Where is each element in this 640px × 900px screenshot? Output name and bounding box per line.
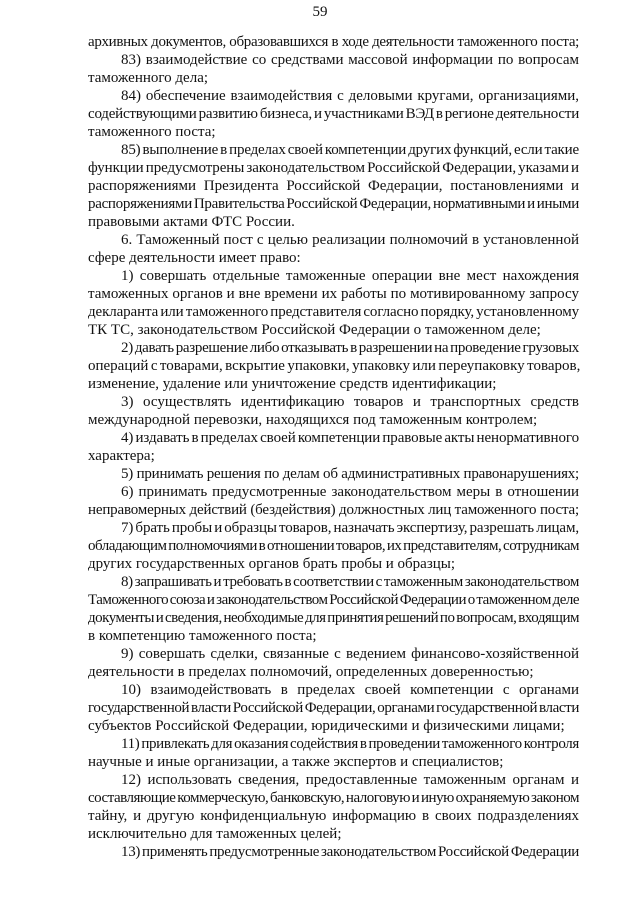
text-line-content: распоряжениями Президента Российской Федерации, постановлениями и <box>88 178 579 194</box>
text-line <box>88 339 580 357</box>
text-line-content: правовыми актами ФТС России. <box>88 214 295 230</box>
text-line <box>88 717 580 735</box>
text-line <box>88 411 580 429</box>
text-line-content: 85) выполнение в пределах своей компетенции других функций, если такие <box>121 142 579 158</box>
paragraph <box>88 519 580 573</box>
text-line-content: других государственных органов брать пробы и образцы; <box>88 556 456 572</box>
text-line-content: документы и сведения, необходимые для принятия решений по вопросам, входящим <box>88 610 579 626</box>
paragraph <box>88 645 580 681</box>
text-line <box>88 465 580 483</box>
text-line-content: 12) использовать сведения, предоставленные таможенным органам и <box>121 772 579 788</box>
text-line <box>88 393 580 411</box>
text-line <box>88 429 580 447</box>
text-line-content: 6. Таможенный пост с целью реализации полномочий в установленной <box>121 232 579 248</box>
text-line <box>88 771 580 789</box>
text-line <box>88 231 580 249</box>
paragraph <box>88 33 580 51</box>
paragraph <box>88 465 580 483</box>
text-line <box>88 645 580 663</box>
text-line <box>88 483 580 501</box>
paragraph <box>88 87 580 141</box>
text-line-content: 10) взаимодействовать в пределах своей компетенции с органами <box>121 682 579 698</box>
text-line-content: 8) запрашивать и требовать в соответствии с таможенным законодательством <box>121 574 579 590</box>
text-line-content: неправомерных действий (бездействия) должностных лиц таможенного поста; <box>88 502 579 518</box>
text-line-content: субъектов Российской Федерации, юридическими и физическими лицами; <box>88 718 565 734</box>
text-line-content: 11) привлекать для оказания содействия в проведении таможенного контроля <box>121 736 579 752</box>
page-number: 59 <box>312 4 328 20</box>
text-line-content: в компетенцию таможенного поста; <box>88 628 317 644</box>
text-line-content: таможенных органов и вне времени их работы по мотивированному запросу <box>88 286 579 302</box>
text-line-content: ТК ТС, законодательством Российской Федерации о таможенном деле; <box>88 322 541 338</box>
text-line-content: 7) брать пробы и образцы товаров, назначать экспертизу, разрешать лицам, <box>121 520 579 536</box>
text-line <box>88 843 580 861</box>
text-line-content: деятельности в пределах полномочий, определенных доверенностью; <box>88 664 534 680</box>
text-line <box>88 591 580 609</box>
paragraph <box>88 267 580 339</box>
text-line-content: 6) принимать предусмотренные законодательством меры в отношении <box>121 484 579 500</box>
text-line-content: изменение, удаление или уничтожение средств идентификации; <box>88 376 497 392</box>
paragraph <box>88 681 580 735</box>
text-line <box>88 609 580 627</box>
text-line-content: функции предусмотрены законодательством Российской Федерации, указами и <box>88 160 579 176</box>
paragraph <box>88 141 580 231</box>
text-line <box>88 735 580 753</box>
text-line-content: 1) совершать отдельные таможенные операции вне мест нахождения <box>121 268 579 284</box>
text-line <box>88 249 580 267</box>
text-line <box>88 321 580 339</box>
text-line-content: 83) взаимодействие со средствами массовой информации по вопросам <box>121 52 579 68</box>
paragraph <box>88 573 580 645</box>
paragraph <box>88 51 580 87</box>
text-line-content: международной перевозки, находящихся под таможенным контролем; <box>88 412 538 428</box>
text-line <box>88 177 580 195</box>
text-line <box>88 573 580 591</box>
text-line-content: научные и иные организации, а также экспертов и специалистов; <box>88 754 504 770</box>
text-line <box>88 357 580 375</box>
text-line-content: 9) совершать сделки, связанные с ведением финансово-хозяйственной <box>121 646 579 662</box>
text-line <box>88 627 580 645</box>
text-line <box>88 69 580 87</box>
text-line <box>88 447 580 465</box>
paragraph <box>88 771 580 843</box>
paragraph <box>88 393 580 429</box>
text-line <box>88 123 580 141</box>
text-line-content: составляющие коммерческую, банковскую, налоговую и иную охраняемую законом <box>88 790 579 806</box>
text-line-content: сфере деятельности имеет право: <box>88 250 301 266</box>
text-line-content: тайну, и другую конфиденциальную информацию в своих подразделениях <box>88 808 579 824</box>
paragraph <box>88 231 580 267</box>
paragraph <box>88 429 580 465</box>
text-line-content: обладающим полномочиями в отношении товаров, их представителям, сотрудникам <box>88 538 579 554</box>
text-line <box>88 51 580 69</box>
text-line <box>88 501 580 519</box>
text-line <box>88 537 580 555</box>
text-line <box>88 33 580 51</box>
text-line <box>88 87 580 105</box>
text-line-content: содействующими развитию бизнеса, и участниками ВЭД в регионе деятельности <box>88 106 579 122</box>
paragraph <box>88 843 580 861</box>
text-line-content: декларанта или таможенного представителя согласно порядку, установленному <box>88 304 579 320</box>
text-line <box>88 699 580 717</box>
paragraph <box>88 735 580 771</box>
text-line-content: операций с товарами, вскрытие упаковки, упаковку или переупаковку товаров, <box>88 358 580 374</box>
text-line-content: 84) обеспечение взаимодействия с деловыми кругами, организациями, <box>121 88 579 104</box>
text-line <box>88 519 580 537</box>
text-line <box>88 375 580 393</box>
text-line-content: государственной власти Российской Федерации, органами государственной власти <box>88 700 579 716</box>
text-line <box>88 195 580 213</box>
text-line <box>88 213 580 231</box>
text-line-content: таможенного поста; <box>88 124 216 140</box>
text-line <box>88 753 580 771</box>
document-body <box>88 33 580 861</box>
text-line <box>88 825 580 843</box>
text-line <box>88 159 580 177</box>
text-line <box>88 789 580 807</box>
text-line-content: таможенного дела; <box>88 70 209 86</box>
text-line <box>88 681 580 699</box>
text-line-content: 13) применять предусмотренные законодательством Российской Федерации <box>121 844 579 860</box>
text-line-content: распоряжениями Правительства Российской Федерации, нормативными и иными <box>88 196 579 212</box>
text-line <box>88 105 580 123</box>
text-line-content: исключительно для таможенных целей; <box>88 826 342 842</box>
text-line-content: 4) издавать в пределах своей компетенции правовые акты ненормативного <box>121 430 579 446</box>
text-line-content: архивных документов, образовавшихся в ходе деятельности таможенного поста; <box>88 34 579 50</box>
text-line-content: 3) осуществлять идентификацию товаров и транспортных средств <box>121 394 579 410</box>
text-line <box>88 555 580 573</box>
paragraph <box>88 339 580 393</box>
text-line <box>88 663 580 681</box>
text-line <box>88 303 580 321</box>
paragraph <box>88 483 580 519</box>
text-line <box>88 267 580 285</box>
text-line-content: характера; <box>88 448 155 464</box>
text-line <box>88 807 580 825</box>
text-line-content: Таможенного союза и законодательством Российской Федерации о таможенном деле <box>88 592 579 608</box>
text-line-content: 5) принимать решения по делам об административных правонарушениях; <box>121 466 579 482</box>
text-line <box>88 141 580 159</box>
text-line-content: 2) давать разрешение либо отказывать в разрешении на проведение грузовых <box>121 340 579 356</box>
text-line <box>88 285 580 303</box>
